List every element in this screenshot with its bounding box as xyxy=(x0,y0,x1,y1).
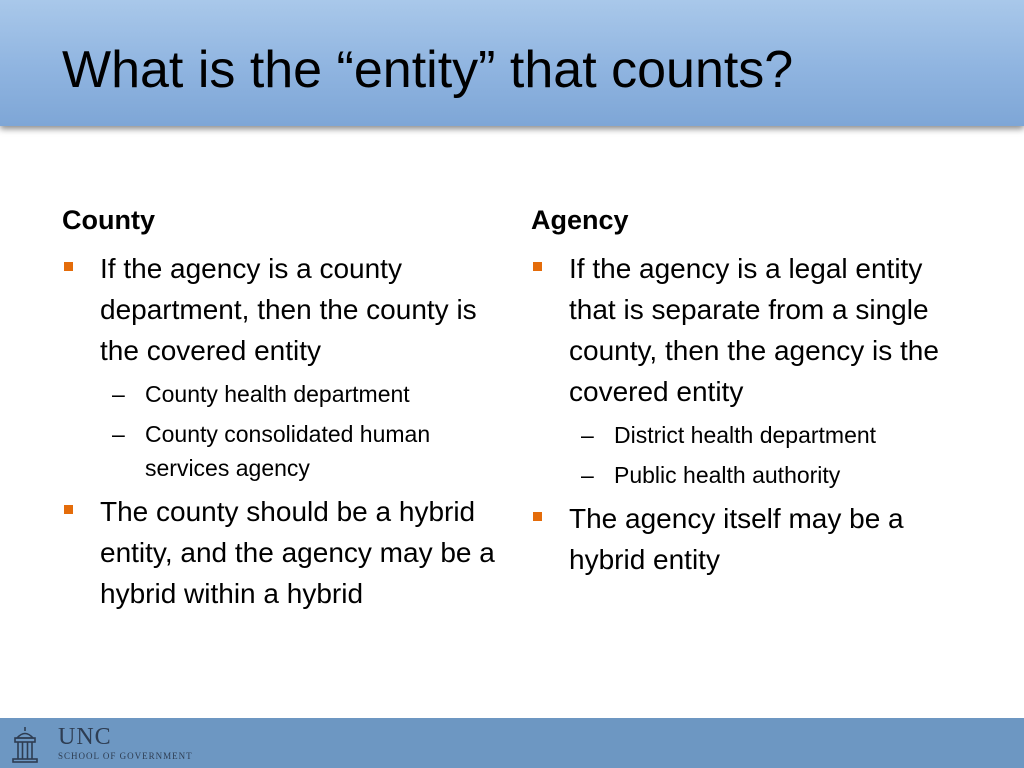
dash-bullet-icon: – xyxy=(581,422,594,448)
list-item xyxy=(531,248,971,492)
sub-item-text: Public health authority xyxy=(614,462,841,488)
list-item xyxy=(531,498,971,580)
sub-item-text: County consolidated human services agency xyxy=(145,421,431,481)
dash-bullet-icon: – xyxy=(581,462,594,488)
county-heading: County xyxy=(62,205,155,235)
county-column xyxy=(62,200,502,620)
sub-list-item xyxy=(100,417,502,485)
square-bullet-icon xyxy=(533,512,542,521)
dash-bullet-icon: – xyxy=(112,421,125,447)
sub-list-item xyxy=(569,418,971,452)
square-bullet-icon xyxy=(64,262,73,271)
footer-bar xyxy=(0,718,1024,768)
sub-list-item xyxy=(100,377,502,411)
square-bullet-icon xyxy=(64,505,73,514)
title-bar xyxy=(0,0,1024,126)
bell-tower-icon xyxy=(8,726,42,764)
sub-list-item xyxy=(569,458,971,492)
agency-column xyxy=(531,200,971,586)
sub-list xyxy=(100,377,502,485)
slide-title: What is the “entity” that counts? xyxy=(62,41,794,99)
bullet-text: If the agency is a legal entity that is separate from a single county, then the agency is the covered entity xyxy=(569,253,939,407)
sub-item-text: County health department xyxy=(145,381,410,407)
sub-item-text: District health department xyxy=(614,422,877,448)
list-item xyxy=(62,491,502,614)
bullet-text: The agency itself may be a hybrid entity xyxy=(569,503,904,575)
list-item xyxy=(62,248,502,485)
dash-bullet-icon: – xyxy=(112,381,125,407)
sub-list xyxy=(569,418,971,492)
bullet-text: If the agency is a county department, then the county is the covered entity xyxy=(100,253,477,366)
agency-bullet-list xyxy=(531,248,971,580)
logo-text-unc: UNC xyxy=(58,724,112,750)
agency-heading: Agency xyxy=(531,205,629,235)
logo-text-school: SCHOOL OF GOVERNMENT xyxy=(58,751,193,761)
square-bullet-icon xyxy=(533,262,542,271)
county-bullet-list xyxy=(62,248,502,614)
bullet-text: The county should be a hybrid entity, and the agency may be a hybrid within a hybrid xyxy=(100,496,495,609)
